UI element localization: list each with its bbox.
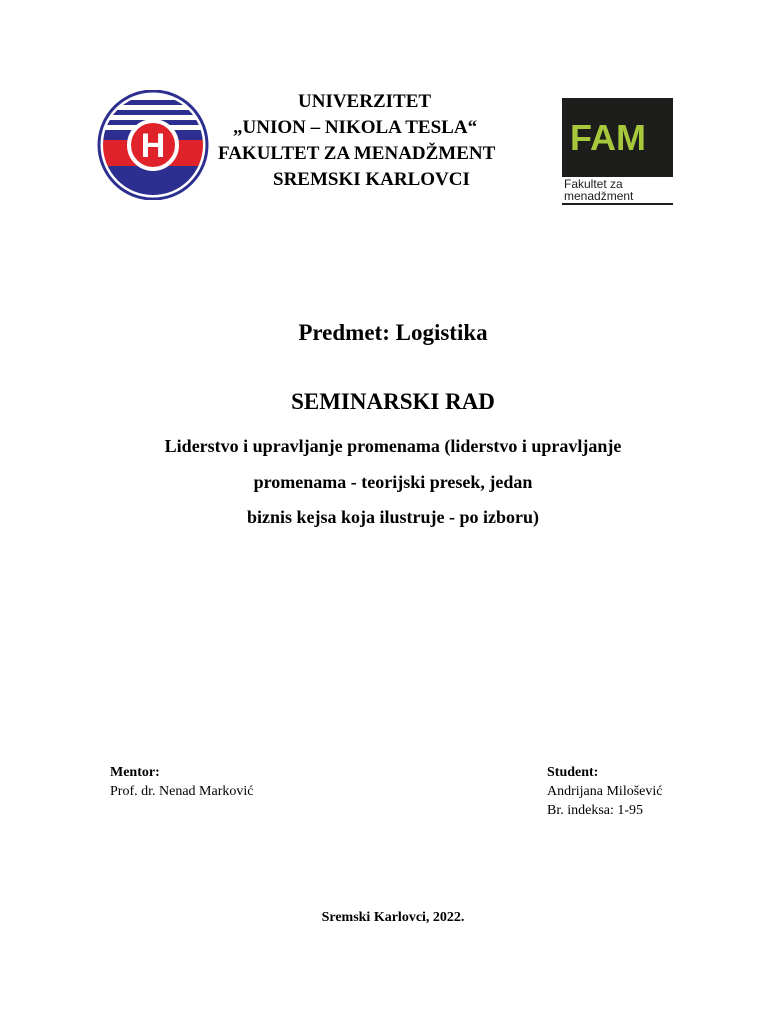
mentor-block	[110, 765, 253, 803]
faculty-logo-mark	[562, 98, 673, 177]
mentor-name: Prof. dr. Nenad Marković	[110, 784, 254, 799]
header-line-faculty: FAKULTET ZA MENADŽMENT	[218, 143, 496, 164]
faculty-logo-caption-line1: Fakultet za	[564, 177, 623, 191]
document-type: SEMINARSKI RAD	[291, 389, 495, 414]
header-line-university: UNIVERZITET	[298, 91, 432, 112]
faculty-logo	[562, 98, 673, 206]
university-logo	[96, 90, 210, 200]
faculty-logo-caption	[564, 178, 633, 202]
header-line-city: SREMSKI KARLOVCI	[273, 169, 470, 190]
header-line-union: „UNION – NIKOLA TESLA“	[233, 117, 478, 138]
university-logo-letter: H	[140, 127, 166, 165]
topic-line: biznis kejsa koja ilustruje - po izboru)	[246, 507, 540, 527]
mentor-label: Mentor:	[110, 765, 160, 780]
student-block	[547, 765, 662, 822]
faculty-logo-caption-line2: menadžment	[564, 189, 634, 203]
student-name: Andrijana Milošević	[547, 784, 663, 799]
topic-line: Liderstvo i upravljanje promenama (liderstvo i upravljanje	[164, 436, 622, 456]
subject-title: Predmet: Logistika	[298, 320, 488, 345]
student-index: Br. indeksa: 1-95	[547, 803, 644, 818]
faculty-logo-underline	[562, 203, 673, 205]
topic-line: promenama - teorijski presek, jedan	[253, 472, 533, 492]
place-date: Sremski Karlovci, 2022.	[321, 910, 465, 925]
faculty-logo-text: FAM	[570, 117, 646, 158]
student-label: Student:	[547, 765, 599, 780]
